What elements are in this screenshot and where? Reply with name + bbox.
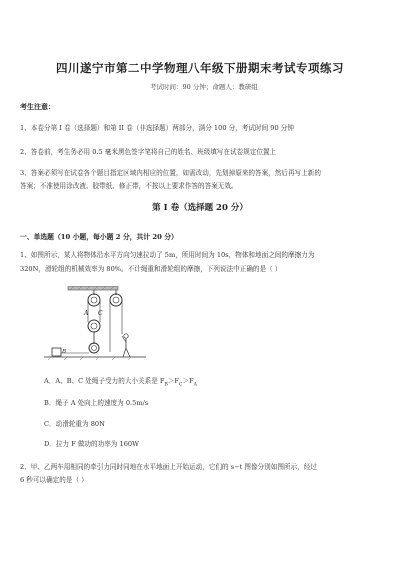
question-2-text-continued: 6 秒可以确定的是（ ） bbox=[20, 476, 88, 484]
option-b: B．绳子 A 处向上的速度为 0.5m/s bbox=[44, 399, 149, 407]
question-2-text: 2、甲、乙两车用相同的牵引力同时同地在水平地面上开始运动，它们的 s−t 图像分别如图所示，经过 bbox=[20, 463, 317, 471]
exam-info: 考试时间：90 分钟；命题人：教研组 bbox=[150, 83, 258, 91]
pulley-diagram bbox=[44, 286, 146, 360]
page-title: 四川遂宁市第二中学物理八年级下册期末考试专项练习 bbox=[56, 61, 344, 75]
figure-label-b: B bbox=[62, 349, 67, 355]
notice-item-continued: 答案；不准使用涂改液、胶带纸、修正带，不按以上要求作答的答案无效。 bbox=[20, 182, 238, 190]
part-heading: 一、单选题（10 小题，每小题 2 分，共计 20 分） bbox=[20, 233, 178, 241]
option-a: A．A、B、C 处绳子受力的大小关系是 $F_B>F_C>F_A$ bbox=[44, 377, 197, 388]
option-d: D．拉力 F 做功的功率为 160W bbox=[44, 440, 139, 448]
notice-item: 1、本卷分第 I 卷（选择题）和第 II 卷（非选择题）两部分，满分 100 分，考试时间 90 分钟 bbox=[20, 124, 294, 132]
question-1-text: 1、如图所示，某人将物体沿水平方向匀速拉动了 5m，所用时间为 10s，物体和地面之间的摩擦力为 bbox=[20, 251, 315, 259]
figure-label-c: C bbox=[98, 310, 103, 317]
notice-heading: 考生注意： bbox=[20, 102, 55, 111]
question-1-text-continued: 320N，滑轮组的机械效率为 80%。不计绳重和滑轮组的摩擦，下列说法中正确的是（ ） bbox=[20, 265, 282, 273]
notice-item: 2、答卷前，考生务必用 0.5 毫米黑色签字笔将自己的姓名、班级填写在试卷规定位置上 bbox=[20, 148, 277, 156]
notice-item: 3、答案必须写在试卷各个题目指定区域内相应的位置，如需改动，先划掉原来的答案，然后再写上新的 bbox=[20, 169, 321, 177]
option-c: C．动滑轮重为 80N bbox=[44, 420, 105, 428]
figure-label-a: A bbox=[84, 310, 89, 317]
section-title: 第 I 卷（选择题 20 分） bbox=[152, 203, 248, 213]
